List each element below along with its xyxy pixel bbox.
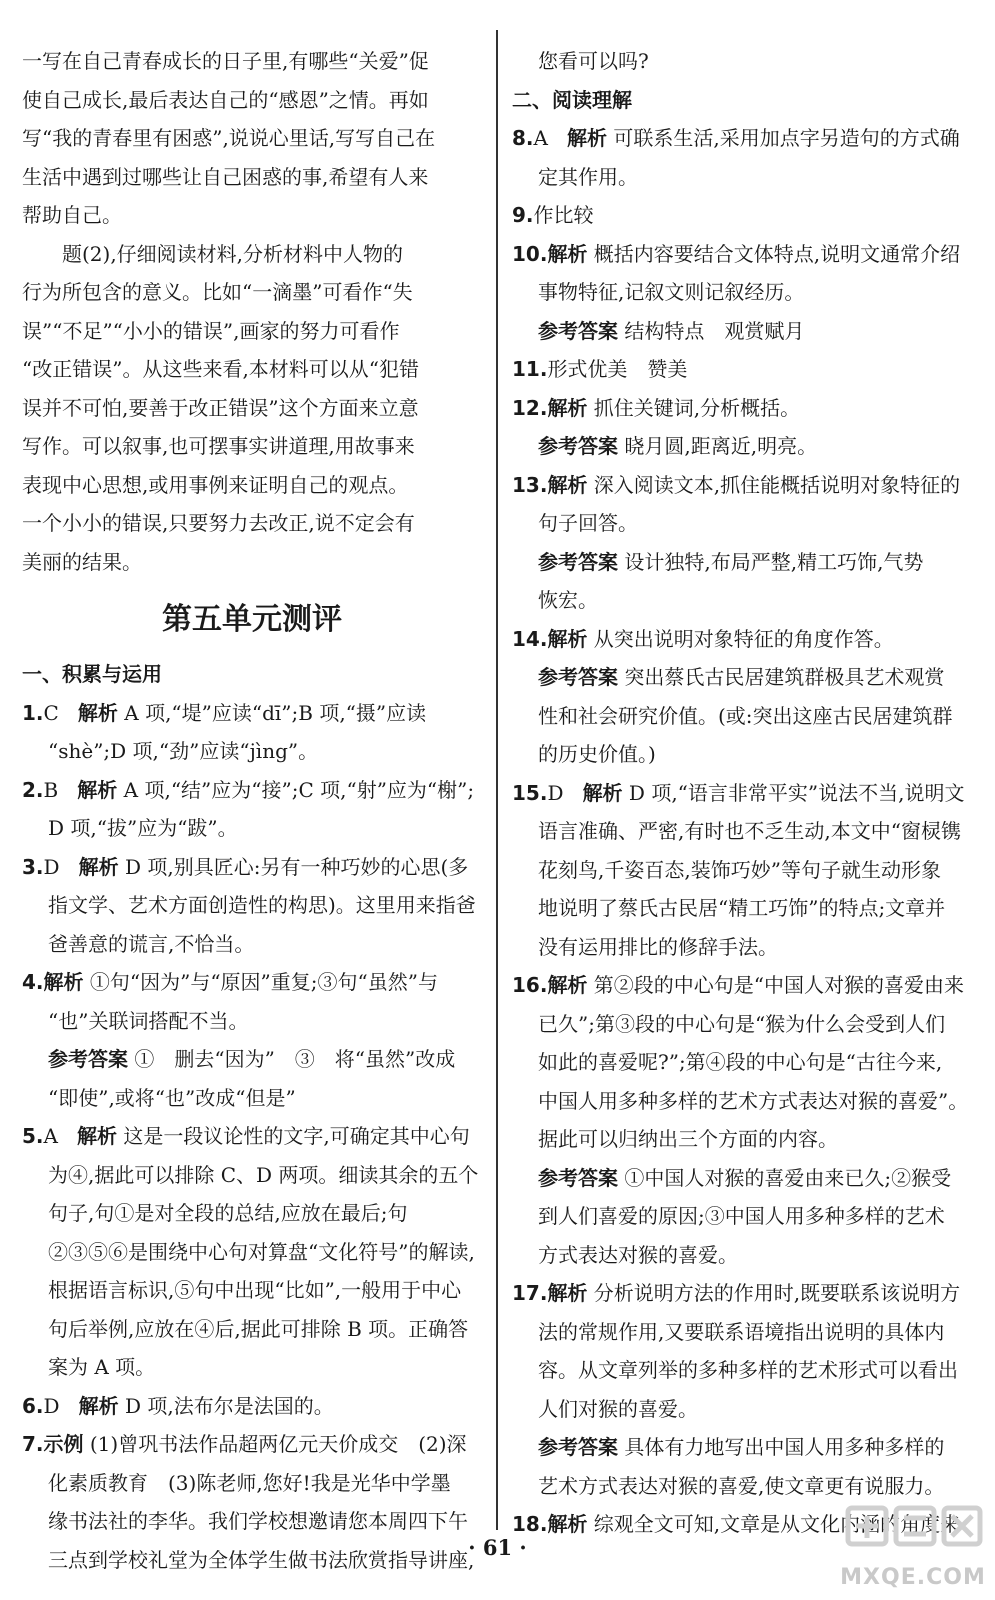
answer-line: 的历史价值。) <box>538 742 656 766</box>
question-number: 7. <box>22 1432 44 1456</box>
answer-line: 第②段的中心句是“中国人对猴的喜爱由来 <box>593 973 965 997</box>
answer-line: 性和社会研究价值。(或:突出这座古民居建筑群 <box>538 703 953 728</box>
answer-line: 语言准确、严密,有时也不乏生动,本文中“窗棂镌 <box>538 819 961 843</box>
answer-choice: D <box>43 854 60 879</box>
question-4 <box>22 963 482 1002</box>
answer-choice: D <box>43 1393 60 1418</box>
analysis-tag: 解析 <box>547 1512 588 1536</box>
answer-line: A 项,“结”应为“接”;C 项,“射”应为“榭”; <box>123 777 475 802</box>
paragraph-line: 写作。可以叙事,也可摆事实讲道理,用故事来 <box>22 434 415 458</box>
paragraph-line: 表现中心思想,或用事例来证明自己的观点。 <box>22 472 409 497</box>
question-number: 6. <box>22 1393 44 1418</box>
answer-line: 案为 A 项。 <box>48 1355 156 1379</box>
answer-line: D 项,法布尔是法国的。 <box>125 1393 334 1418</box>
paragraph-line: “改正错误”。从这些来看,本材料可以从“犯错 <box>22 357 420 381</box>
analysis-tag: 解析 <box>77 1124 118 1148</box>
question-1 <box>22 694 482 733</box>
reference-answer <box>512 543 974 582</box>
answer-line: “即使”,或将“也”改成“但是” <box>48 1085 296 1110</box>
question-9 <box>512 196 974 235</box>
answer-line: 人们对猴的喜爱。 <box>538 1396 698 1421</box>
question-2 <box>22 771 482 810</box>
question-number: 3. <box>22 854 44 879</box>
answer-line: 中国人用多种多样的艺术方式表达对猴的喜爱”。 <box>538 1088 969 1113</box>
reference-tag: 参考答案 <box>538 665 618 689</box>
example-tag: 示例 <box>43 1432 84 1456</box>
answer-line: 这是一段议论性的文字,可确定其中心句 <box>123 1124 470 1148</box>
question-number: 16. <box>512 973 548 997</box>
question-11 <box>512 350 974 389</box>
answer-line: 据此可以归纳出三个方面的内容。 <box>538 1127 838 1151</box>
answer-line: 没有运用排比的修辞手法。 <box>538 934 778 959</box>
answer-line: 恢宏。 <box>538 588 598 612</box>
question-10 <box>512 235 974 274</box>
answer-line: 指文学、艺术方面创造性的构思)。这里用来指爸 <box>48 893 476 917</box>
intro-line: 生活中遇到过哪些让自己困惑的事,希望有人来 <box>22 164 429 189</box>
question-6 <box>22 1387 482 1426</box>
paragraph-line: 题(2),仔细阅读材料,分析材料中人物的 <box>62 241 404 266</box>
answer-line: 句子,句①是对全段的总结,应放在最后;句 <box>48 1201 408 1225</box>
answer-line: 句子回答。 <box>538 511 638 535</box>
analysis-tag: 解析 <box>77 700 118 725</box>
question-number: 9. <box>512 203 534 227</box>
question-3 <box>22 848 482 887</box>
answer-line: ②③⑤⑥是围绕中心句对算盘“文化符号”的解读, <box>48 1239 475 1264</box>
answer-line: 爸善意的谎言,不恰当。 <box>48 931 255 956</box>
question-8 <box>512 119 974 158</box>
answer-line: 为④,据此可以排除 C、D 两项。细读其余的五个 <box>48 1162 479 1187</box>
question-16 <box>512 966 974 1005</box>
unit-title: 第五单元测评 <box>162 602 342 637</box>
intro-line: 使自己成长,最后表达自己的“感恩”之情。再如 <box>22 87 429 112</box>
answer-choice: D <box>547 780 564 805</box>
intro-line: 写“我的青春里有困惑”,说说心里话,写写自己在 <box>22 126 436 150</box>
analysis-tag: 解析 <box>547 1281 588 1305</box>
reference-answer <box>512 312 974 351</box>
reference-answer <box>512 427 974 466</box>
reference-tag: 参考答案 <box>538 549 618 574</box>
answer-line: 方式表达对猴的喜爱。 <box>538 1242 738 1267</box>
answer-line: “也”关联词搭配不当。 <box>48 1008 249 1033</box>
answer-choice: A <box>533 126 548 150</box>
answer-line: 事物特征,记叙文则记叙经历。 <box>538 280 805 304</box>
question-number: 13. <box>512 472 548 497</box>
analysis-tag: 解析 <box>547 241 588 266</box>
reference-answer <box>512 658 974 697</box>
answer-line: 花刻鸟,千姿百态,装饰巧妙”等句子就生动形象 <box>538 857 941 882</box>
reference-tag: 参考答案 <box>538 1435 618 1459</box>
intro-line: 帮助自己。 <box>22 203 122 227</box>
analysis-tag: 解析 <box>547 472 588 497</box>
paragraph-line: 误”“不足”“小小的错误”,画家的努力可看作 <box>22 318 400 343</box>
answer-line: 具体有力地写出中国人用多种多样的 <box>624 1435 945 1459</box>
question-13 <box>512 466 974 505</box>
answer-line: 根据语言标识,⑤句中出现“比如”,一般用于中心 <box>48 1278 462 1302</box>
reference-answer <box>22 1040 482 1079</box>
answer-line: 如此的喜爱呢?”;第④段的中心句是“古往今来, <box>538 1050 943 1074</box>
answer-line: 可联系生活,采用加点字另造句的方式确 <box>613 126 960 150</box>
reference-answer <box>512 1428 974 1467</box>
section-heading: 一、积累与运用 <box>22 662 162 686</box>
answer-choice: A <box>43 1124 58 1148</box>
answer-line: ①句“因为”与“原因”重复;③句“虽然”与 <box>89 970 438 994</box>
watermark-text: MXQE.COM <box>840 1565 986 1590</box>
answer-line: 已久”;第③段的中心句是“猴为什么会受到人们 <box>538 1011 946 1036</box>
question-number: 11. <box>512 357 548 381</box>
answer-line: 艺术方式表达对猴的喜爱,使文章更有说服力。 <box>538 1473 945 1498</box>
intro-line: 一写在自己青春成长的日子里,有哪些“关爱”促 <box>22 49 429 73</box>
answer-line: 突出蔡氏古民居建筑群极具艺术观赏 <box>624 665 945 689</box>
question-number: 2. <box>22 777 44 802</box>
answer-line: “shè”;D 项,“劲”应读“jìng”。 <box>48 739 319 763</box>
question-number: 8. <box>512 126 534 150</box>
answer-line: 结构特点 观赏赋月 <box>624 318 805 343</box>
reference-tag: 参考答案 <box>538 434 618 458</box>
reference-answer <box>512 1159 974 1198</box>
answer-line: 形式优美 赞美 <box>547 357 688 381</box>
analysis-tag: 解析 <box>547 395 588 420</box>
question-17 <box>512 1274 974 1313</box>
answer-line: ① 删去“因为” ③ 将“虽然”改成 <box>134 1047 456 1071</box>
answer-line: (1)曾巩书法作品超两亿元天价成交 (2)深 <box>89 1432 467 1456</box>
question-15 <box>512 774 974 813</box>
answer-line: 抓住关键词,分析概括。 <box>593 395 801 420</box>
paragraph-line: 行为所包含的意义。比如“一滴墨”可看作“失 <box>22 280 413 304</box>
answer-line: 句后举例,应放在④后,据此可排除 B 项。正确答 <box>48 1316 469 1341</box>
question-7 <box>22 1425 482 1464</box>
answer-line: 三点到学校礼堂为全体学生做书法欣赏指导讲座, <box>48 1547 475 1572</box>
answer-line: 您看可以吗? <box>538 49 649 73</box>
question-5 <box>22 1117 482 1156</box>
answer-line: 作比较 <box>533 203 594 227</box>
answer-line: ①中国人对猴的喜爱由来已久;②猴受 <box>624 1165 952 1190</box>
answer-line: 到人们喜爱的原因;③中国人用多种多样的艺术 <box>538 1204 945 1228</box>
question-number: 1. <box>22 700 44 725</box>
reference-tag: 参考答案 <box>538 1165 618 1190</box>
answer-line: 地说明了蔡氏古民居“精工巧饰”的特点;文章并 <box>538 896 946 920</box>
question-number: 18. <box>512 1512 548 1536</box>
right-column <box>512 42 974 1544</box>
left-column <box>22 42 482 1579</box>
answer-choice: B <box>43 777 59 802</box>
analysis-tag: 解析 <box>547 626 588 651</box>
analysis-tag: 解析 <box>78 854 119 879</box>
question-number: 17. <box>512 1281 548 1305</box>
answer-line: D 项,别具匠心:另有一种巧妙的心思(多 <box>125 854 469 879</box>
analysis-tag: 解析 <box>567 126 608 150</box>
reference-tag: 参考答案 <box>538 318 618 343</box>
question-number: 10. <box>512 241 548 266</box>
analysis-tag: 解析 <box>78 1393 119 1418</box>
analysis-tag: 解析 <box>547 973 588 997</box>
answer-line: 分析说明方法的作用时,既要联系该说明方 <box>593 1281 961 1305</box>
analysis-tag: 解析 <box>77 777 118 802</box>
question-12 <box>512 389 974 428</box>
answer-line: D 项,“拔”应为“跋”。 <box>48 816 238 840</box>
answer-line: 概括内容要结合文体特点,说明文通常介绍 <box>593 241 961 266</box>
question-14 <box>512 620 974 659</box>
answer-choice: C <box>43 700 59 725</box>
answer-line: 晓月圆,距离近,明亮。 <box>624 434 818 458</box>
answer-line: D 项,“语言非常平实”说法不当,说明文 <box>628 780 965 805</box>
answer-line: 综观全文可知,文章是从文化内涵的角度来 <box>593 1512 961 1536</box>
question-number: 4. <box>22 970 44 994</box>
answer-line: 设计独特,布局严整,精工巧饰,气势 <box>624 549 924 574</box>
paragraph-line: 误并不可怕,要善于改正错误”这个方面来立意 <box>22 395 419 420</box>
answer-line: 化素质教育 (3)陈老师,您好!我是光华中学墨 <box>48 1470 451 1495</box>
question-number: 12. <box>512 395 548 420</box>
answer-line: 法的常规作用,又要联系语境指出说明的具体内 <box>538 1319 945 1344</box>
analysis-tag: 解析 <box>582 780 623 805</box>
question-number: 14. <box>512 626 548 651</box>
analysis-tag: 解析 <box>43 970 84 994</box>
answer-line: 定其作用。 <box>538 164 638 189</box>
paragraph-line: 一个小小的错误,只要努力去改正,说不定会有 <box>22 511 415 535</box>
answer-line: A 项,“堤”应读“dī”;B 项,“摄”应读 <box>124 700 427 725</box>
reference-tag: 参考答案 <box>48 1047 128 1071</box>
answer-line: 缘书法社的李华。我们学校想邀请您本周四下午 <box>48 1509 468 1533</box>
section-heading: 二、阅读理解 <box>512 87 632 112</box>
page-number: · 61 · <box>468 1535 527 1560</box>
paragraph-line: 美丽的结果。 <box>22 549 142 574</box>
answer-line: 从突出说明对象特征的角度作答。 <box>593 626 894 651</box>
answer-line: 深入阅读文本,抓住能概括说明对象特征的 <box>593 472 961 497</box>
answer-line: 容。从文章列举的多种多样的艺术形式可以看出 <box>538 1358 958 1382</box>
question-number: 15. <box>512 780 548 805</box>
question-number: 5. <box>22 1124 44 1148</box>
column-divider <box>496 30 498 1530</box>
